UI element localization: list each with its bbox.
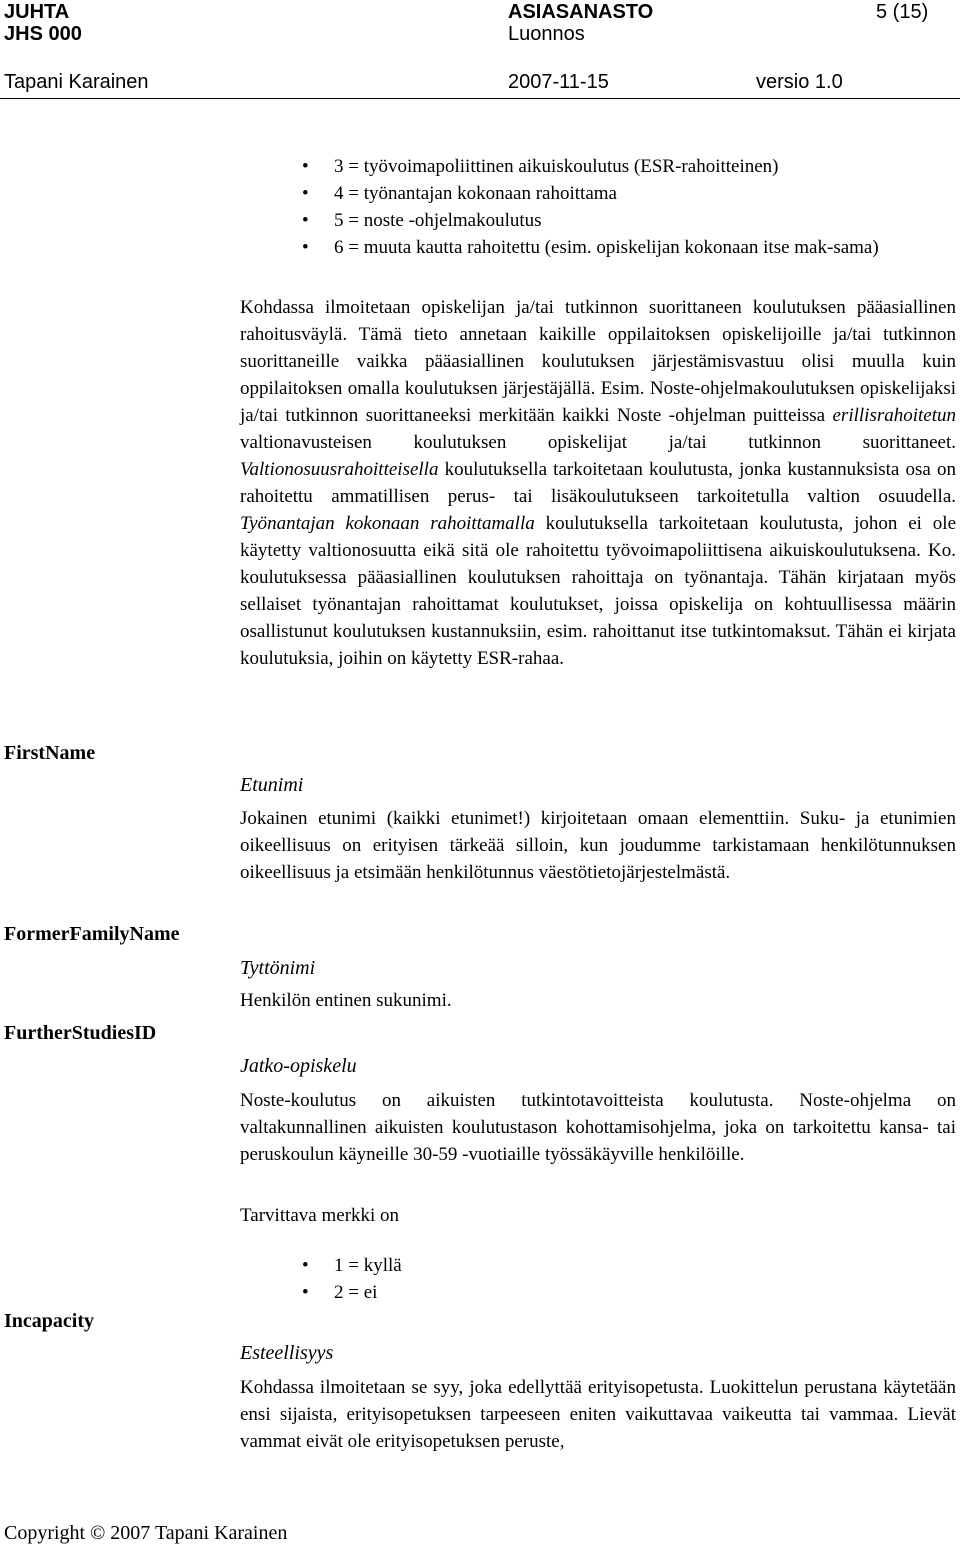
list-item: • 3 = työvoimapoliittinen aikuiskoulutus (ESR-rahoitteinen)	[302, 153, 952, 180]
funding-options-list	[302, 153, 952, 261]
list-item: • 4 = työnantajan kokonaan rahoittama	[302, 180, 952, 207]
field-description-etunimi: Jokainen etunimi (kaikki etunimet!) kirjoitetaan omaan elementtiin. Suku- ja etunimien oikeellisuus on erityisen tärkeää silloin, kun joudumme tarkistamaan henkilötunnuksen oikeellisuus ja etsimään henkilötunnus väestötietojärjestelmästä.	[240, 808, 956, 883]
header-standard: JHS 000	[4, 23, 82, 45]
header-author: Tapani Karainen	[4, 71, 149, 93]
text-run: koulutuksella tarkoitetaan koulutusta, jonka kustannuksista osa on rahoitettu ammatillisen perus- tai lisäkoulutukseen tarkoitetulla valtion osuudella.	[240, 459, 957, 507]
emphasis: Valtionosuusrahoitteisella	[240, 459, 439, 480]
further-studies-options-list	[302, 1252, 702, 1306]
header-date: 2007-11-15	[508, 71, 609, 93]
field-title-etunimi: Etunimi	[240, 774, 304, 796]
header-divider	[0, 98, 960, 99]
text-run: valtionavusteisen koulutuksen opiskelijat ja/tai tutkinnon suorittaneet.	[240, 432, 956, 453]
emphasis: Työnantajan kokonaan rahoittamalla	[240, 513, 535, 534]
header-version: versio 1.0	[756, 71, 843, 93]
field-title-jatko-opiskelu: Jatko-opiskelu	[240, 1055, 357, 1077]
emphasis: erillisrahoitetun	[832, 405, 956, 426]
element-name-former-family-name: FormerFamilyName	[4, 923, 180, 945]
field-description-tyttonimi: Henkilön entinen sukunimi.	[240, 990, 452, 1011]
field-title-tyttonimi: Tyttönimi	[240, 957, 316, 979]
list-item: • 1 = kyllä	[302, 1252, 702, 1279]
list-item: • 6 = muuta kautta rahoitettu (esim. opiskelijan kokonaan itse mak-sama)	[302, 234, 952, 261]
element-name-incapacity: Incapacity	[4, 1310, 94, 1332]
field-title-esteellisyys: Esteellisyys	[240, 1342, 334, 1364]
funding-description	[240, 294, 956, 672]
list-item: • 2 = ei	[302, 1279, 702, 1306]
list-item: • 5 = noste -ohjelmakoulutus	[302, 207, 952, 234]
field-description-jatko-opiskelu: Noste-koulutus on aikuisten tutkintotavoitteista koulutusta. Noste-ohjelma on valtakunnallinen aikuisten koulutustason kohottamisohjelma, joka on tarkoitettu kansa- tai peruskoulun käyneille 30-59 -vuotiaille työssäkäyville henkilöille.	[240, 1090, 956, 1165]
text-run: Kohdassa ilmoitetaan opiskelijan ja/tai tutkinnon suorittaneen koulutuksen pääasiallinen rahoitusväylä. Tämä tieto annetaan kaikille oppilaitoksen opiskelijoille ja/tai tutkinnon suorittaneille vaikka pääasiallinen koulutuksen järjestämisvastuu olisi muulla kuin oppilaitoksen omalla koulutuksen järjestäjällä. Esim. Noste-ohjelmakoulutuksen opiskelijaksi ja/tai tutkinnon suorittaneeksi merkitään kaikki Noste -ohjelman puitteissa	[240, 297, 956, 426]
header-doc-title: ASIASANASTO	[508, 1, 654, 23]
element-name-further-studies: FurtherStudiesID	[4, 1022, 157, 1044]
field-description-esteellisyys: Kohdassa ilmoitetaan se syy, joka edellyttää erityisopetusta. Luokittelun perustana käytetään ensi sijaista, erityisopetuksen tarpeeseen eniten vaikuttavaa vaikeutta tai vammaa. Lievät vammat eivät ole erityisopetuksen peruste,	[240, 1377, 956, 1452]
text-run: koulutuksella tarkoitetaan koulutusta, johon ei ole käytetty valtionosuutta eikä sitä ole rahoitettu työvoimapoliittisena aikuiskoulutuksena. Ko. koulutuksessa pääasiallinen koulutuksen rahoittaja on työnantaja. Tähän kirjataan myös sellaiset työnantajan rahoittamat koulutukset, joissa opiskelija on kohtuullisessa määrin osallistunut koulutuksen kustannuksiin, esim. rahoittanut itse tutkintomaksut. Tähän ei kirjata koulutuksia, joihin on käytetty ESR-rahaa.	[240, 513, 957, 669]
header-org: JUHTA	[4, 1, 70, 23]
header-page: 5 (15)	[876, 1, 929, 23]
header-status: Luonnos	[508, 23, 585, 45]
element-name-first-name: FirstName	[4, 742, 96, 764]
footer-copyright: Copyright © 2007 Tapani Karainen	[4, 1522, 288, 1544]
marker-label: Tarvittava merkki on	[240, 1205, 400, 1226]
